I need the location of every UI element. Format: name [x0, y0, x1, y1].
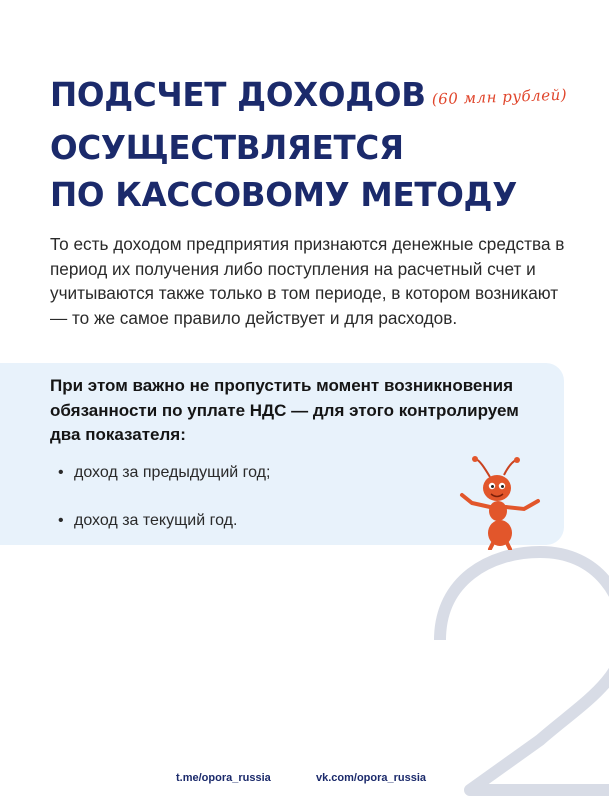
list-item: • доход за предыдущий год; — [58, 459, 270, 507]
page-number-2 — [430, 540, 609, 800]
ant-mascot-icon — [452, 455, 552, 550]
highlight-lead: При этом важно не пропустить момент возникновения обязанности по уплате НДС — для этого контролируем два показателя: — [50, 376, 519, 444]
list-item: • доход за текущий год. — [58, 507, 270, 555]
page-title — [50, 72, 567, 219]
title-line-1: ПОДСЧЕТ ДОХОДОВ (60 млн рублей) — [50, 72, 567, 125]
telegram-link[interactable]: t.me/opora_russia — [176, 772, 271, 784]
vk-link[interactable]: vk.com/opora_russia — [316, 772, 427, 784]
title-line-3: ПО КАССОВОМУ МЕТОДУ — [50, 176, 517, 214]
handwritten-note: (60 млн рублей) — [431, 85, 568, 109]
title-line-2: ОСУЩЕСТВЛЯЕТСЯ — [50, 129, 404, 167]
indicator-list — [58, 459, 270, 555]
bullet-icon: • — [58, 512, 64, 529]
bullet-icon: • — [58, 464, 64, 481]
intro-paragraph: То есть доходом предприятия признаются денежные средства в период их получения либо поступления на расчетный счет и учитываются также только в том периоде, в котором возникают — то же самое правило действует и для расходов. — [50, 234, 565, 328]
